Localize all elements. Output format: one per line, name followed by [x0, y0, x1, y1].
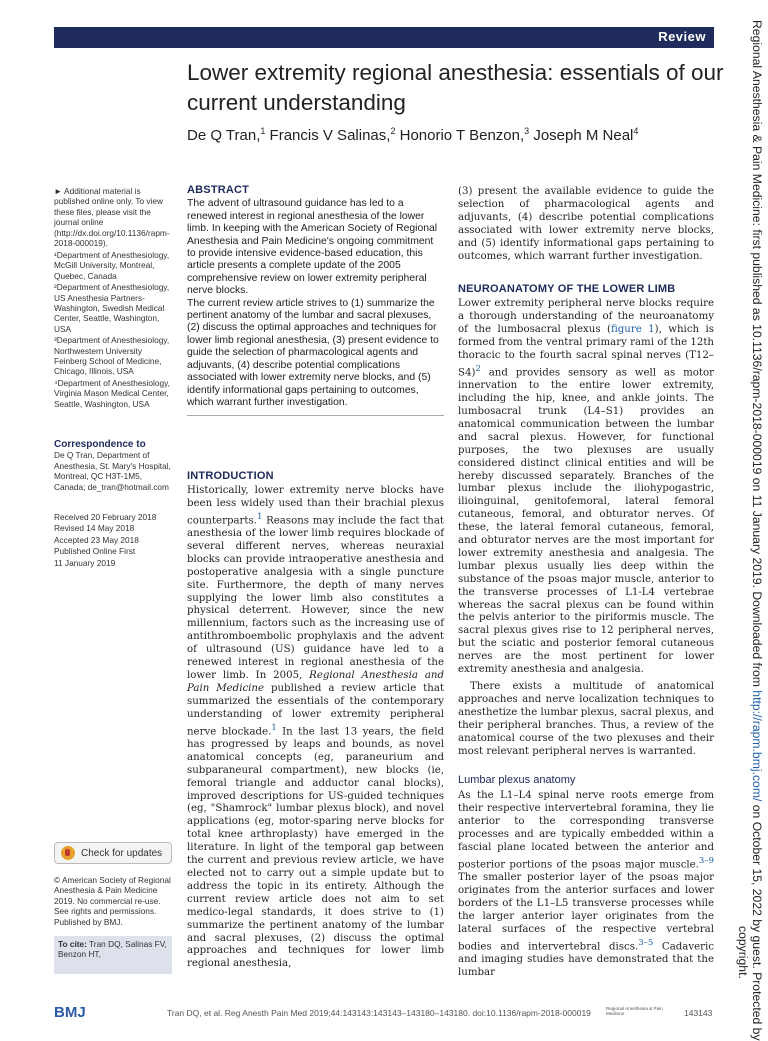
lumbar-plexus-heading: Lumbar plexus anatomy	[458, 774, 576, 787]
sidebar-dates: Received 20 February 2018 Revised 14 May 2018 Accepted 23 May 2018 Published Online First 11 January 2019	[54, 512, 157, 568]
introduction-paragraph: Historically, lower extremity nerve blocks have been less widely used than their brachial plexus counterparts.$^1$ Reasons may include the fact that anesthesia of the lower limb requires blockade of several different nerves, whereas neuraxial blocks can provide intraoperative anesthesia and postoperative analgesia with a single puncture site. Furthermore, the depth of many nerves supplying the lower limb also constitutes a physical deterrent. However, since the new millennium, factors such as the increasing use of antithromboembolic prophylaxis and the advent of ultrasound (US) guidance have led to a renewed interest in regional anesthesia of the lower limb. In 2005, Regional Anesthesia and Pain Medicine published a review article that summarized the essentials of the contemporary understanding of lower extremity peripheral nerve blockade.$^1$ In the last 13 years, the field has progressed by leaps and bounds, as novel anatomical concepts (eg, paraneurium and subparaneural compartment), new blocks (ie, femoral triangle and adductor canal blocks), improved descriptions for US-guided techniques (eg, "Shamrock" lumbar plexus block), and novel applications (eg, motor-sparing nerve blocks for total knee arthroplasty) have emerged in the literature. In light of the temporal gap between the current and previous review article, we have elected not to carry out a simple update but to address the topic in its entirety. Although the current review article does not aim to set medico-legal standards, it does strive to (1) summarize the pertinent anatomy of the lumbar and sacral plexuses, (2) discuss the optimal approaches and techniques for lower limb regional anesthesia,	[187, 484, 445, 970]
download-link[interactable]: http://rapm.bmj.com/	[750, 690, 764, 802]
right-column	[458, 186, 714, 980]
page-number: 143143	[684, 1008, 713, 1018]
affiliation: ¹Department of Anesthesiology, McGill University, Montreal, Quebec, Canada	[54, 250, 170, 281]
author: Honorio T Benzon,	[399, 127, 525, 144]
introduction	[187, 470, 444, 971]
figure-link[interactable]: figure 1	[610, 324, 655, 336]
abstract-heading: ABSTRACT	[187, 184, 250, 196]
abstract	[187, 184, 444, 416]
continuation-paragraph: (3) present the available evidence to guide the selection of pharmacological agents and adjuvants, (4) describe potential complications associated with lower extremity nerve blocks, and (5) identify informational gaps pertaining to outcomes, which warrant further investigation.	[458, 186, 714, 262]
crossmark-icon	[61, 846, 75, 860]
author: Francis V Salinas,	[269, 127, 391, 144]
author: De Q Tran,	[187, 127, 261, 144]
neuroanatomy-paragraph: There exists a multitude of anatomical approaches and nerve localization techniques to anesthetize the lumbar plexus, sacral plexus, and their peripheral branches. Thus, a review of the anatomical course of the two plexuses and their most relevant peripheral nerves is warranted.	[458, 681, 714, 757]
author-list: De Q Tran,$^1$ Francis V Salinas,$^2$ Honorio T Benzon,$^3$ Joseph M Neal$^4$	[187, 126, 639, 144]
sidebar-additional: ► Additional material is published online only. To view these files, please visit the journal online (http://dx.doi.org/10.1136/rapm-2018-000019).	[54, 186, 170, 249]
vertical-notice: Regional Anesthesia & Pain Medicine: first published as 10.1136/rapm-2018-000019 on 11 January 2019. Downloaded from http://rapm.bmj.com/ on October 15, 2022 by guest. Protected by copyright.	[736, 20, 764, 1041]
neuroanatomy-heading: NEUROANATOMY OF THE LOWER LIMB	[458, 283, 676, 296]
correspondence-heading: Correspondence to	[54, 439, 146, 450]
sidebar-affiliations	[54, 250, 172, 410]
cite-box: To cite: Tran DQ, Salinas FV, Benzon HT,	[54, 936, 172, 974]
abstract-paragraph: The current review article strives to (1) summarize the pertinent anatomy of the lumbar and sacral plexuses, (2) discuss the optimal approaches and techniques for lower limb regional anesthesia, (3) present evidence to guide the selection of pharmacological agents and adjuvants, (4) describe potential complications associated with lower extremity nerve blocks, and (5) identify informational gaps pertaining to outcomes, which warrant further investigation.	[187, 297, 439, 408]
check-for-updates-button[interactable]: Check for updates	[54, 842, 172, 864]
lumbar-paragraph: As the L1–L4 spinal nerve roots emerge from their respective intervertebral foramina, they lie anterior to the corresponding transverse processes and are typically embedded within a fascial plane located between the anterior and posterior portions of the psoas major muscle.$^{3-9}$ The smaller posterior layer of the psoas major originates from the anterior surfaces and lower borders of the L1–L5 transverse processes while the larger anterior layer originates from the lateral surfaces of the respective vertebral bodies and intervertebral discs.$^{3-5}$ Cadaveric and imaging studies have demonstrated that the lumbar	[458, 790, 714, 978]
sidebar-correspondence	[54, 440, 172, 493]
sidebar-copyright: © American Society of Regional Anesthesia & Pain Medicine 2019. No commercial re-use. See rights and permissions. Published by BMJ.	[54, 875, 171, 927]
journal-logo: Regional Anesthesia & Pain Medicine	[606, 1006, 663, 1016]
bmj-logo: BMJ	[54, 1004, 86, 1021]
affiliation: ³Department of Anesthesiology, Northwestern University Feinberg School of Medicine, Chicago, Illinois, USA	[54, 335, 170, 377]
header-bar	[54, 27, 714, 48]
affiliation: ²Department of Anesthesiology, US Anesthesia Partners-Washington, Swedish Medical Center, Seattle, Washington, USA	[54, 282, 170, 334]
correspondence-text: De Q Tran, Department of Anesthesia, St. Mary's Hospital, Montreal, QC H3T-1M5, Canada; de_tran@hotmail.com	[54, 450, 171, 492]
article-title: Lower extremity regional anesthesia: essentials of our current understanding	[187, 60, 724, 115]
neuroanatomy-paragraph: Lower extremity peripheral nerve blocks require a thorough understanding of the neuroanatomy of the lumbosacral plexus (figure 1), which is formed from the ventral primary rami of the 12th thoracic to the fourth sacral spinal nerves $(T12-S4)^2$ and provides sensory as well as motor innervation to the entire lower extremity, including the hip, knee, and ankle joints. The lumbosacral trunk (L4–S1) provides an anatomical communication between the lumbar and sacral plexus. However, for functional purposes, the two plexuses are usually considered distinct clinical entities and will be hereby discussed separately. Branches of the lumbar plexus include the iliohypogastric, ilioinguinal, genitofemoral, lateral femoral cutaneous, femoral, and obturator nerves. Of these, the lateral femoral cutaneous, femoral, and obturator nerves are the most important for lower extremity anesthesia and analgesia. The lumbar plexus usually lies deep within the substance of the psoas major muscle, anterior to the transverse processes of L1-L4 vertebrae whereas the sacral plexus can be found within the pelvis anterior to the piriformis muscle. The sacral plexus gives rise to 12 peripheral nerves, but the sciatic and posterior femoral cutaneous nerves are the most pertinent for lower extremity anesthesia and analgesia.	[458, 298, 714, 676]
author: Joseph M Neal	[533, 127, 634, 144]
abstract-paragraph: The advent of ultrasound guidance has led to a renewed interest in regional anesthesia of the lower limb. In keeping with the American Society of Regional Anesthesia and Pain Medicine's ongoing commitment to provide intensive evidence-based education, this article presents a complete update of the 2005 comprehensive review on lower extremity peripheral nerve blocks.	[187, 198, 438, 297]
affiliation: ⁴Department of Anesthesiology, Virginia Mason Medical Center, Seattle, Washington, USA	[54, 377, 170, 409]
section-label: Review	[658, 29, 706, 44]
introduction-heading: INTRODUCTION	[187, 470, 274, 482]
footer-citation: Tran DQ, et al. Reg Anesth Pain Med 2019;44:143143:143143–143180–143180. doi:10.1136/rapm-2018-000019	[167, 1008, 591, 1018]
